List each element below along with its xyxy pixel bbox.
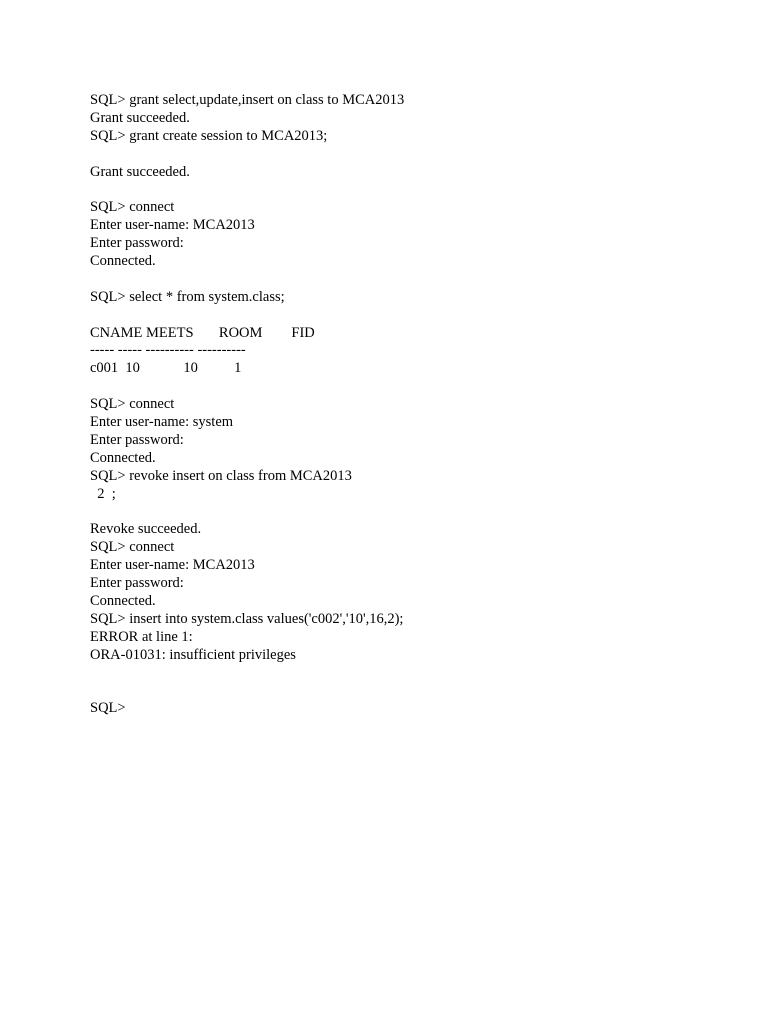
blank-line: [90, 665, 730, 683]
output-line: Grant succeeded.: [90, 163, 190, 180]
blank-line: [90, 146, 730, 164]
sql-command-line: SQL> insert into system.class values('c002','10',16,2);: [90, 610, 404, 627]
prompt-line: Enter password:: [90, 431, 184, 448]
sql-command-line: SQL> grant select,update,insert on class to MCA2013: [90, 92, 405, 108]
result-separator-line: ----- ----- ---------- ----------: [90, 342, 246, 359]
prompt-line: Enter password:: [90, 235, 184, 252]
blank-line: [90, 307, 730, 325]
output-line: Revoke succeeded.: [90, 521, 202, 538]
blank-line: [90, 503, 730, 521]
sql-command-line: SQL> connect: [90, 396, 175, 413]
result-row-line: c001 10 10 1: [90, 360, 242, 377]
error-line: ORA-01031: insufficient privileges: [90, 646, 296, 663]
error-line: ERROR at line 1:: [90, 628, 193, 645]
output-line: Connected.: [90, 449, 156, 466]
output-line: Grant succeeded.: [90, 109, 190, 126]
prompt-line: Enter user-name: MCA2013: [90, 557, 255, 574]
sql-prompt-line: SQL>: [90, 700, 126, 717]
output-line: Connected.: [90, 253, 156, 270]
sql-command-line: SQL> revoke insert on class from MCA2013: [90, 467, 352, 484]
result-header-line: CNAME MEETS ROOM FID: [90, 324, 315, 341]
prompt-line: Enter user-name: system: [90, 414, 234, 431]
blank-line: [90, 181, 730, 199]
sql-command-line: SQL> select * from system.class;: [90, 288, 285, 305]
blank-line: [90, 271, 730, 289]
blank-line: [90, 378, 730, 396]
continuation-line: 2 ;: [90, 485, 116, 502]
prompt-line: Enter password:: [90, 575, 184, 592]
sql-command-line: SQL> connect: [90, 539, 175, 556]
blank-line: [90, 682, 730, 700]
output-line: Connected.: [90, 592, 156, 609]
sql-command-line: SQL> connect: [90, 199, 175, 216]
prompt-line: Enter user-name: MCA2013: [90, 217, 255, 234]
sql-command-line: SQL> grant create session to MCA2013;: [90, 127, 328, 144]
sql-transcript: [90, 92, 730, 718]
